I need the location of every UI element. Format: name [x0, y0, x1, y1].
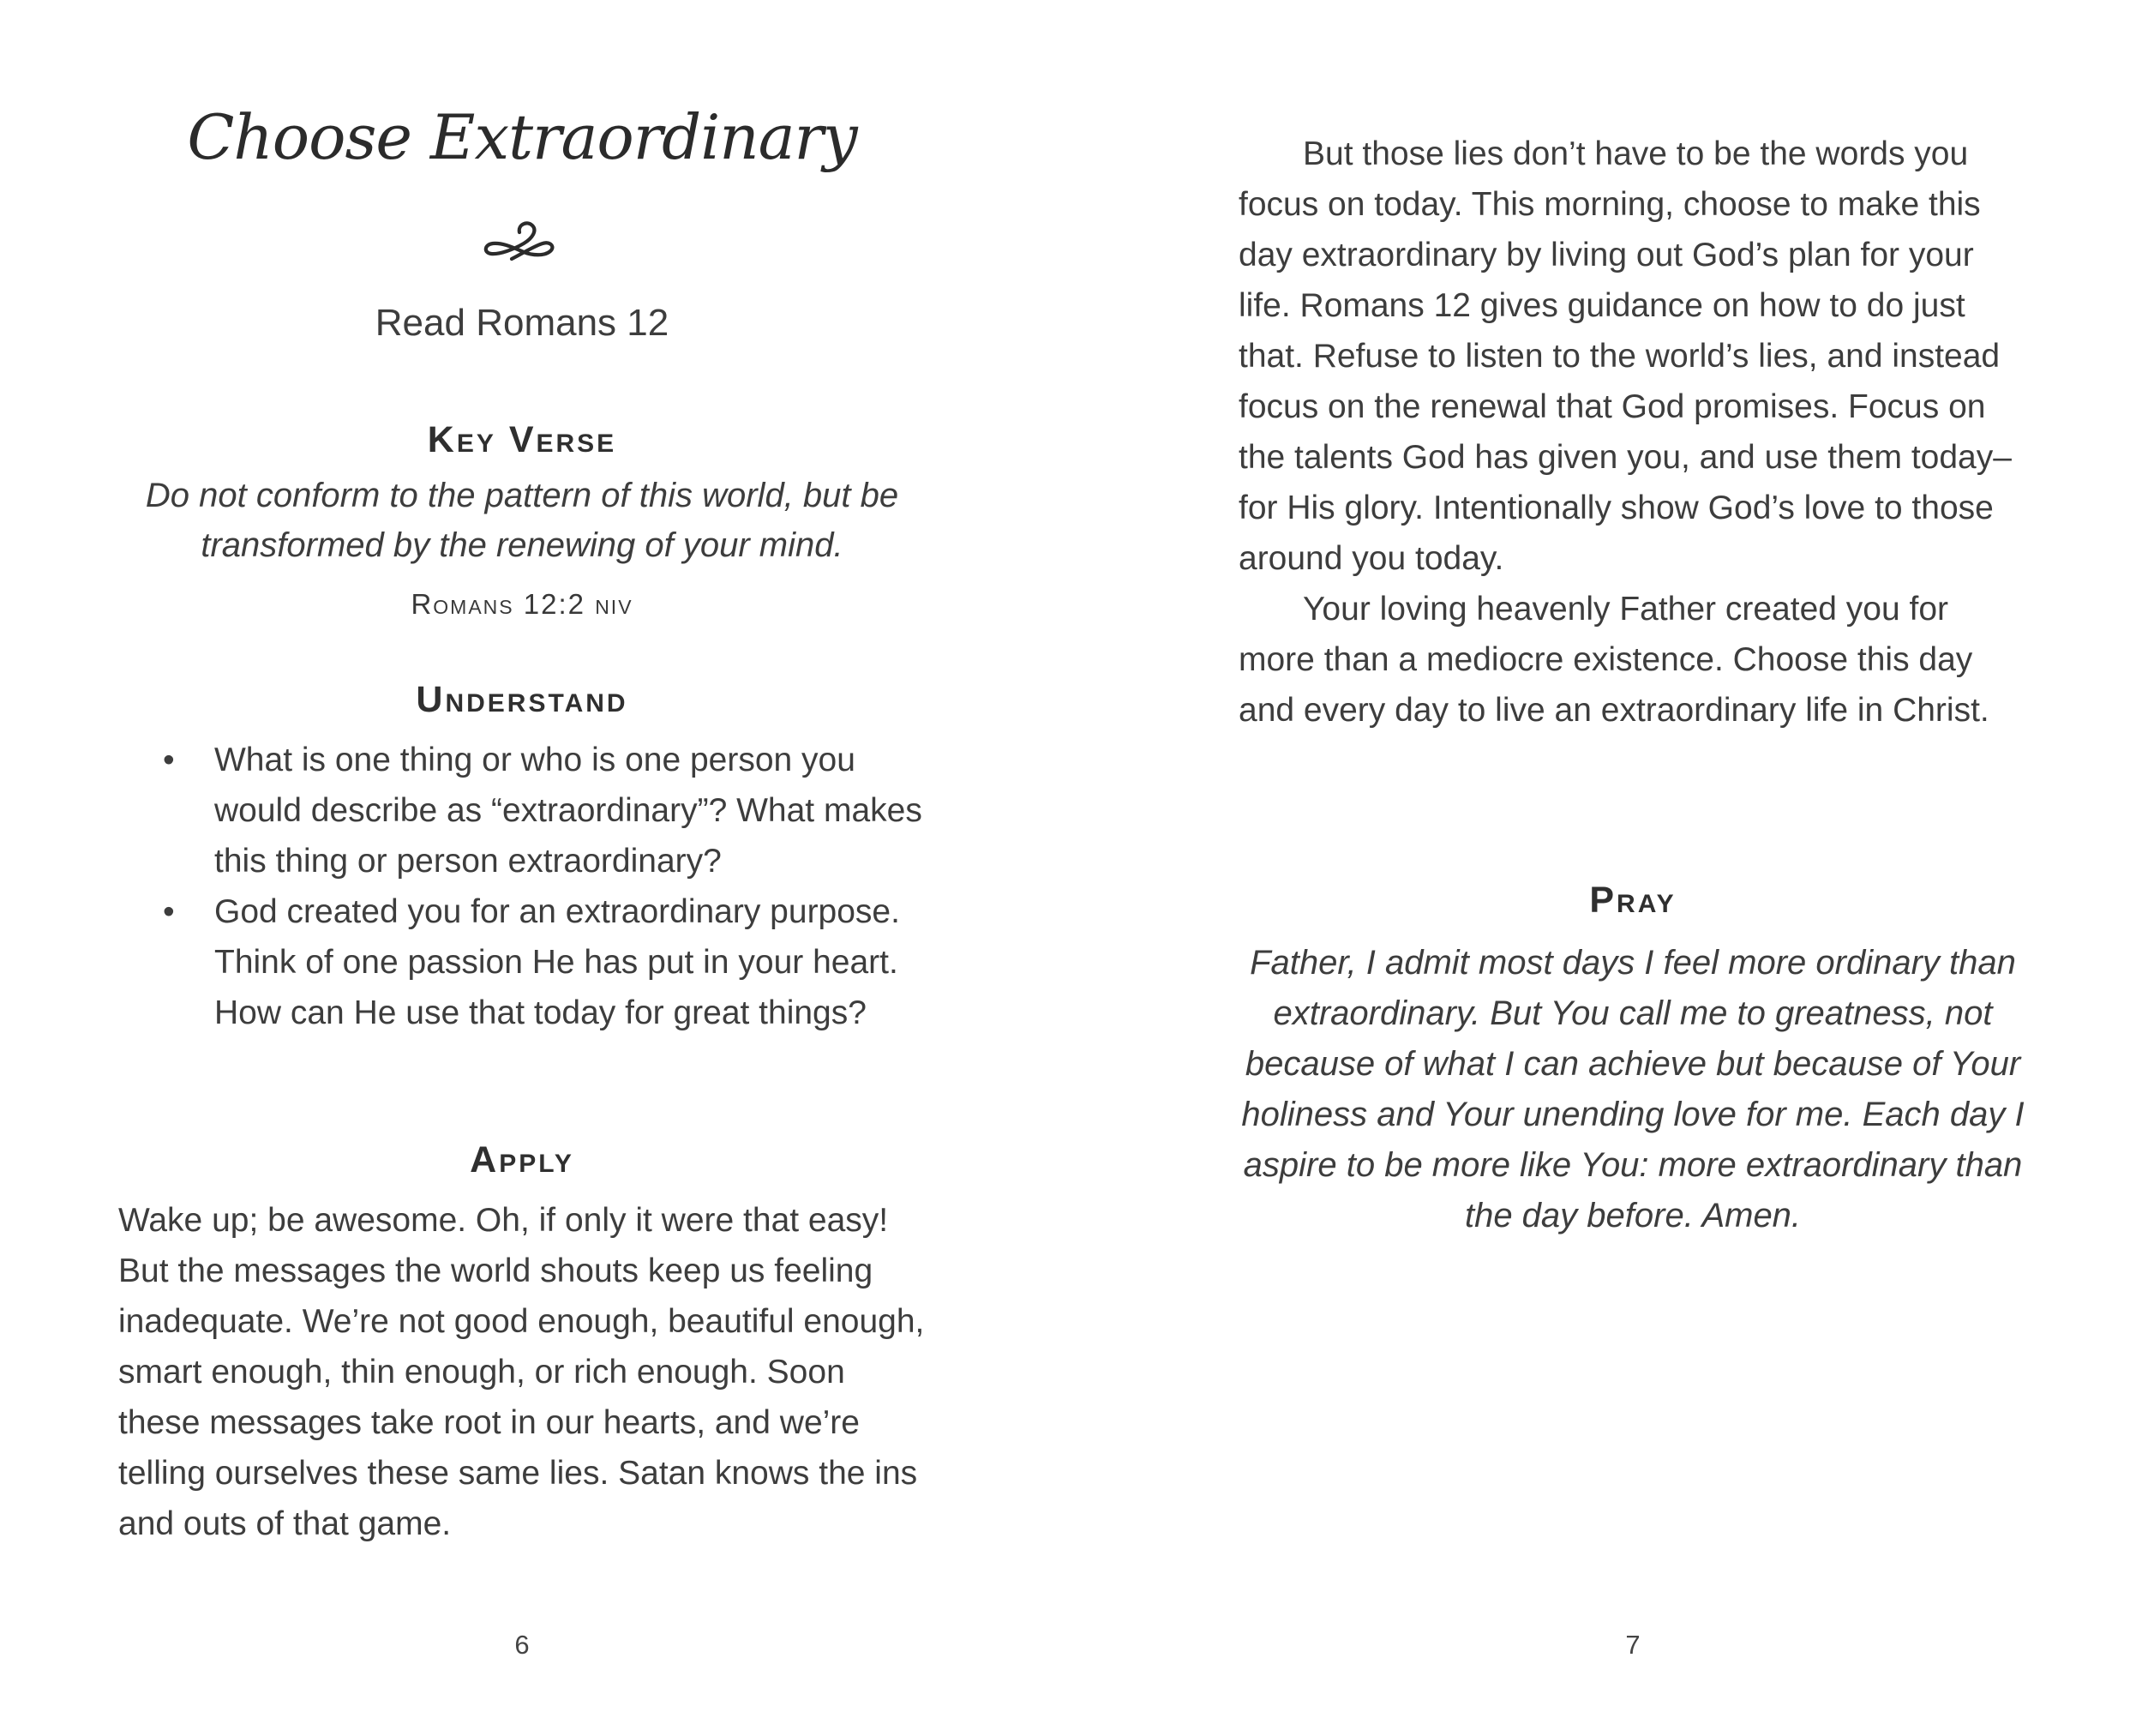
left-page: [118, 0, 926, 1736]
chapter-title: Choose Extraordinary: [187, 101, 857, 173]
reading-reference: Read Romans 12: [375, 302, 669, 344]
apply-paragraph: Wake up; be awesome. Oh, if only it were that easy! But the messages the world shouts keep us feeling inadequate. We’re not good enough, beautiful enough, smart enough, thin enough, or rich enough. Soon these messages take root in our hearts, and we’re telling ourselves these same lies. Satan knows the ins and outs of that game.: [118, 1202, 925, 1542]
pray-heading: Pray: [1589, 880, 1677, 921]
right-page: [1239, 0, 2027, 1736]
page-number: 6: [514, 1630, 530, 1660]
prayer-text: Father, I admit most days I feel more ordinary than extraordinary. But You call me to greatness, not because of what I can achieve but because of Your holiness and Your unending love for me. Each day I aspire to be more like You: more extraordinary than the day before. Amen.: [1241, 944, 2025, 1234]
page-number: 7: [1625, 1630, 1641, 1660]
key-verse-heading: Key Verse: [427, 419, 617, 460]
list-item: • God created you for an extraordinary purpose. Think of one passion He has put in your heart. How can He use that today for great things?: [118, 886, 926, 1038]
body-copy: [1239, 129, 2027, 736]
paragraph: Your loving heavenly Father created you for more than a mediocre existence. Choose this day and every day to live an extraordinary life in Christ.: [1239, 591, 1989, 729]
understand-list: [118, 735, 926, 1038]
understand-heading: Understand: [416, 679, 628, 720]
verse-reference: Romans 12:2 niv: [411, 588, 633, 620]
list-item: • What is one thing or who is one person you would describe as “extraordinary”? What makes this thing or person extraordinary?: [118, 735, 926, 886]
calligraphic-flourish-icon: [118, 218, 926, 270]
paragraph: But those lies don’t have to be the words you focus on today. This morning, choose to make this day extraordinary by living out God’s plan for your life. Romans 12 gives guidance on how to do just that. Refuse to listen to the world’s lies, and instead focus on the renewal that God promises. Focus on the talents God has given you, and use them today–for His glory. Intentionally show God’s love to those around you today.: [1239, 135, 2012, 577]
apply-heading: Apply: [470, 1139, 574, 1180]
key-verse-text: Do not conform to the pattern of this world, but be transformed by the renewing of your mind.: [145, 477, 899, 564]
